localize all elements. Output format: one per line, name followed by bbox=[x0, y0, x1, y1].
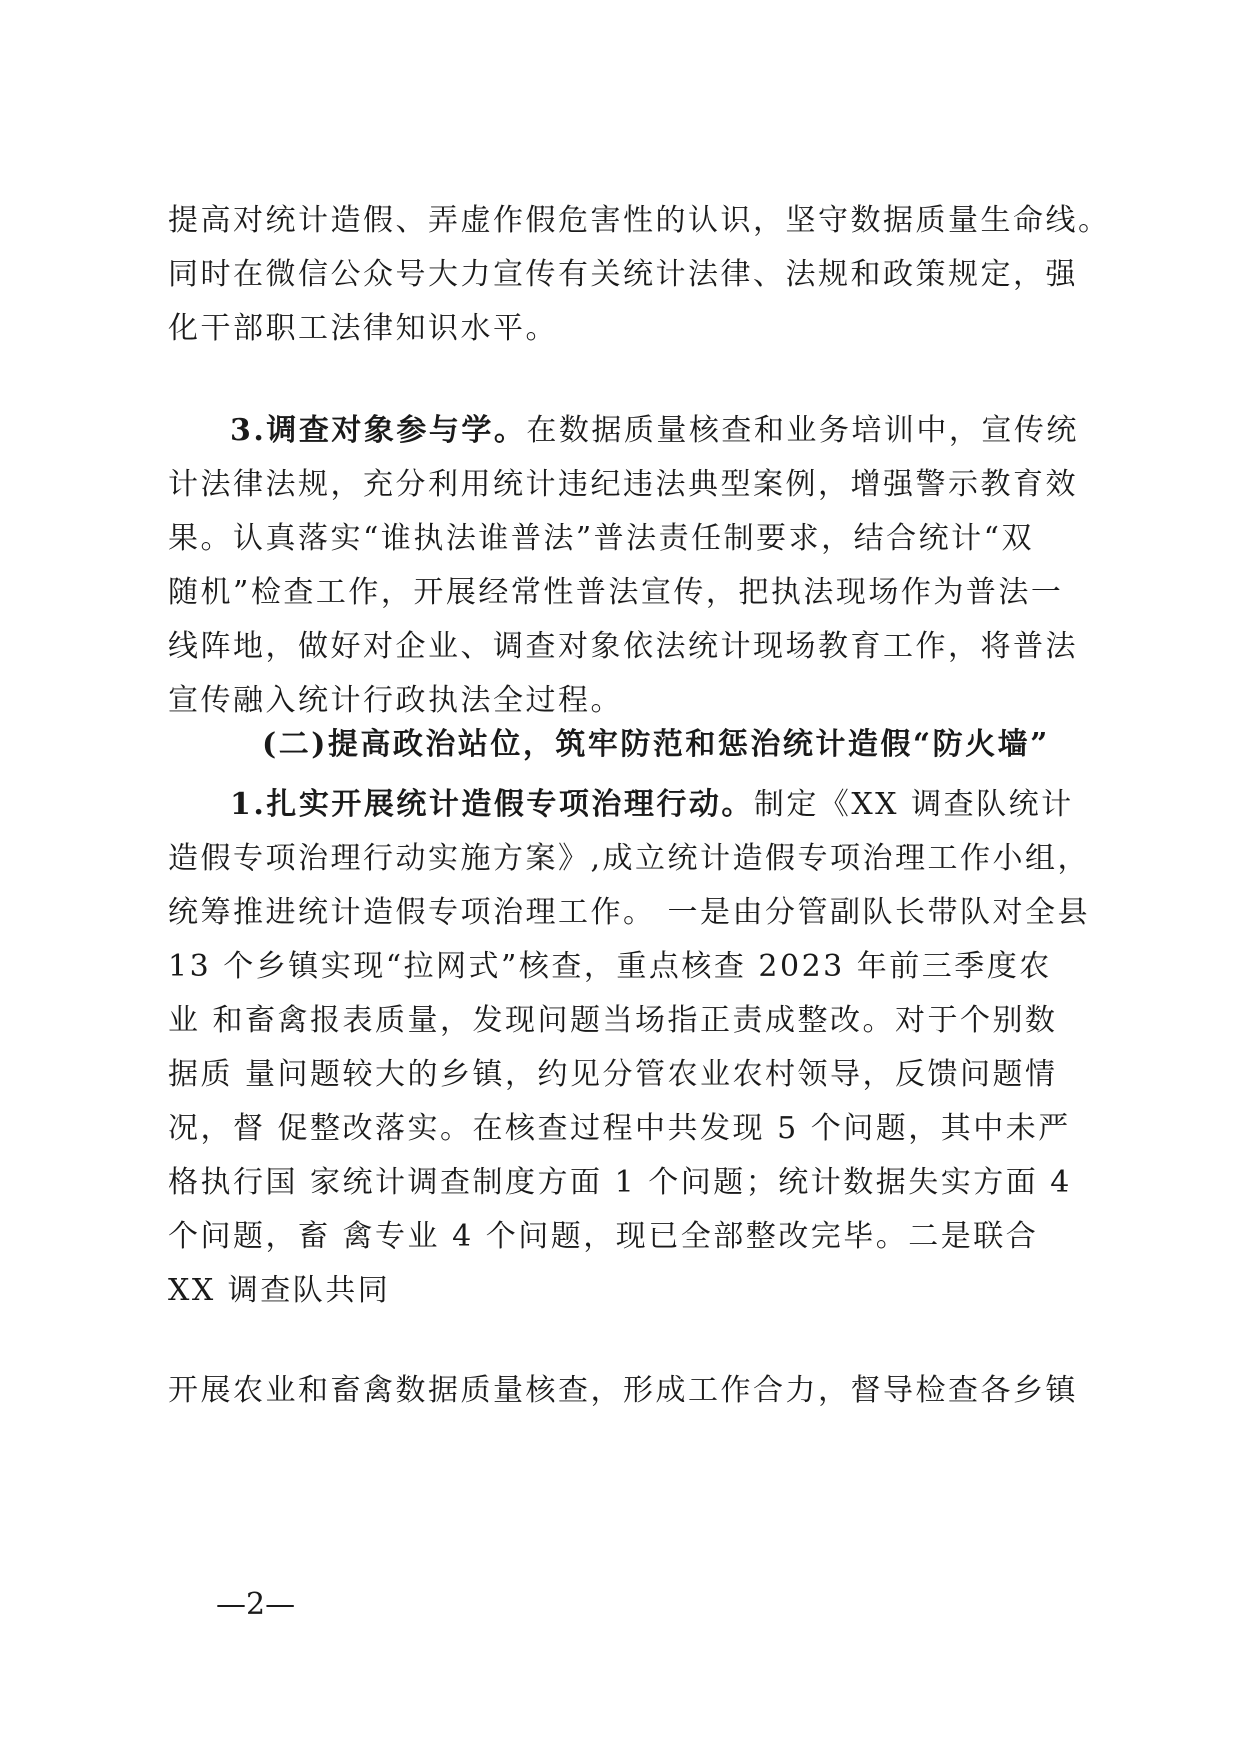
section-heading-text: (二)提高政治站位，筑牢防范和惩治统计造假“防火墙” bbox=[262, 727, 1050, 762]
text-line bbox=[168, 778, 1080, 832]
text-line: 线阵地，做好对企业、调查对象依法统计现场教育工作，将普法 bbox=[168, 629, 1078, 664]
text-line: 同时在微信公众号大力宣传有关统计法律、法规和政策规定，强 bbox=[168, 257, 1078, 292]
paragraph-lead: 3.调查对象参与学。 bbox=[230, 413, 527, 448]
text-line: 开展农业和畜禽数据质量核查，形成工作合力，督导检查各乡镇 bbox=[168, 1373, 1078, 1408]
text-line: 统筹推进统计造假专项治理工作。 一是由分管副队长带队对全县 bbox=[168, 895, 1091, 930]
text-line: 业 和畜禽报表质量，发现问题当场指正责成整改。对于个别数 bbox=[168, 1003, 1058, 1038]
text-line: 宣传融入统计行政执法全过程。 bbox=[168, 683, 623, 718]
text-line: 况，督 促整改落实。在核查过程中共发现 5 个问题，其中未严 bbox=[168, 1111, 1071, 1146]
text-line: 化干部职工法律知识水平。 bbox=[168, 311, 558, 346]
text-line: 随机”检查工作，开展经常性普法宣传，把执法现场作为普法一 bbox=[168, 575, 1064, 610]
text-line: 造假专项治理行动实施方案》,成立统计造假专项治理工作小组， bbox=[168, 841, 1091, 876]
text-line: XX 调查队共同 bbox=[168, 1273, 391, 1308]
section-heading bbox=[168, 718, 1080, 772]
paragraph-lead: 1.扎实开展统计造假专项治理行动。 bbox=[230, 787, 754, 822]
paragraph-joint-verification bbox=[168, 1364, 1080, 1418]
text-line: 提高对统计造假、弄虚作假危害性的认识，坚守数据质量生命线。 bbox=[168, 203, 1111, 238]
paragraph-legal-awareness bbox=[168, 194, 1111, 356]
text-line: 格执行国 家统计调查制度方面 1 个问题；统计数据失实方面 4 bbox=[168, 1165, 1072, 1200]
text-line: 13 个乡镇实现“拉网式”核查，重点核查 2023 年前三季度农 bbox=[168, 949, 1052, 984]
paragraph-special-governance bbox=[168, 778, 1091, 1318]
page-number: —2— bbox=[216, 1587, 296, 1622]
text-line: 计法律法规，充分利用统计违纪违法典型案例，增强警示教育效 bbox=[168, 467, 1078, 502]
paragraph-lead-rest: 制定《XX 调查队统计 bbox=[753, 787, 1074, 822]
paragraph-survey-objects bbox=[168, 404, 1080, 728]
text-line: 据质 量问题较大的乡镇，约见分管农业农村领导，反馈问题情 bbox=[168, 1057, 1058, 1092]
text-line: 个问题，畜 禽专业 4 个问题，现已全部整改完毕。二是联合 bbox=[168, 1219, 1039, 1254]
text-line: 果。认真落实“谁执法谁普法”普法责任制要求，结合统计“双 bbox=[168, 521, 1035, 556]
text-line bbox=[168, 404, 1080, 458]
paragraph-lead-rest: 在数据质量核查和业务培训中，宣传统 bbox=[526, 413, 1079, 448]
